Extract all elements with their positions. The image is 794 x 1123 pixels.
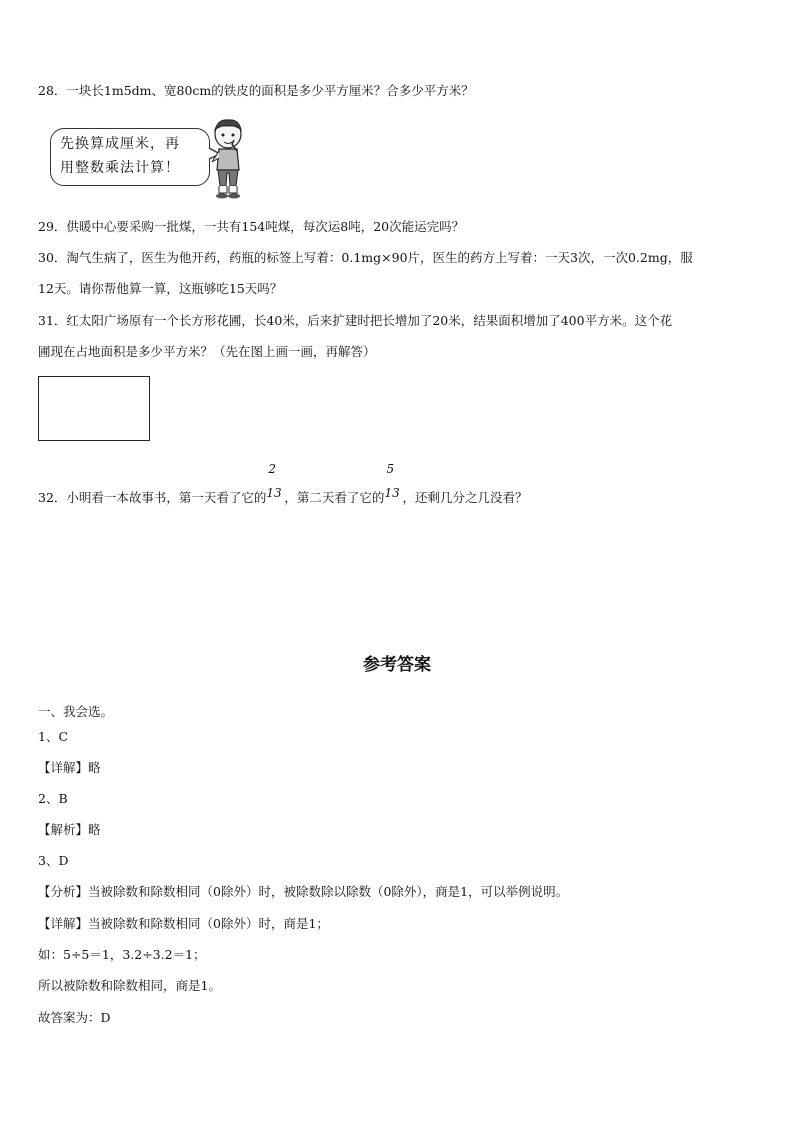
speech-bubble [50,128,210,186]
bubble-line-1: 先换算成厘米，再 [60,136,180,152]
boy-character-icon [206,118,250,200]
question-30-line-2: 12天。请你帮他算一算，这瓶够吃15天吗？ [38,281,283,296]
answer-line: 【解析】略 [38,822,101,837]
fraction-5-13 [384,462,402,502]
answer-line: 故答案为：D [38,1010,111,1025]
answer-line: 【详解】当被除数和除数相同（0除外）时，商是1； [38,916,329,931]
question-31-line-1: 31．红太阳广场原有一个长方形花圃，长40米，后来扩建时把长增加了20米，结果面积增加了400平方米。这个花 [38,313,673,328]
q32-text-2: ，第二天看了它的 [284,490,385,505]
answer-line: 如：5÷5＝1，3.2÷3.2＝1； [38,947,206,962]
speech-illustration [48,118,248,200]
question-28: 28．一块长1m5dm、宽80cm的铁皮的面积是多少平方厘米？合多少平方米？ [38,83,474,98]
answer-line: 【分析】当被除数和除数相同（0除外）时，被除数除以除数（0除外），商是1，可以举例说明。 [38,884,569,899]
fraction-denominator: 13 [384,486,400,500]
answers-title: 参考答案 [363,655,431,675]
answer-line: 2、B [38,791,68,806]
q32-text-1: 32．小明看一本故事书，第一天看了它的 [38,490,267,505]
fraction-numerator: 2 [268,462,277,476]
fraction-2-13 [266,462,284,502]
answer-line: 所以被除数和除数相同，商是1。 [38,978,221,993]
q32-text-3: ，还剩几分之几没看？ [402,490,528,505]
fraction-denominator: 13 [266,486,282,500]
flowerbed-rectangle [38,376,150,441]
answer-line: 3、D [38,853,69,868]
question-32 [38,462,528,507]
question-30-line-1: 30．淘气生病了，医生为他开药，药瓶的标签上写着：0.1mg×90片，医生的药方上写着：一天3次，一次0.2mg，服 [38,250,693,265]
answer-line: 【详解】略 [38,760,101,775]
fraction-numerator: 5 [386,462,395,476]
question-29: 29．供暖中心要采购一批煤，一共有154吨煤，每次运8吨，20次能运完吗？ [38,219,465,234]
answer-line: 一、我会选。 [38,704,114,719]
answer-line: 1、C [38,729,69,744]
bubble-line-2: 用整数乘法计算！ [60,160,180,176]
question-31-line-2: 圃现在占地面积是多少平方米？（先在图上画一画，再解答） [38,344,376,359]
